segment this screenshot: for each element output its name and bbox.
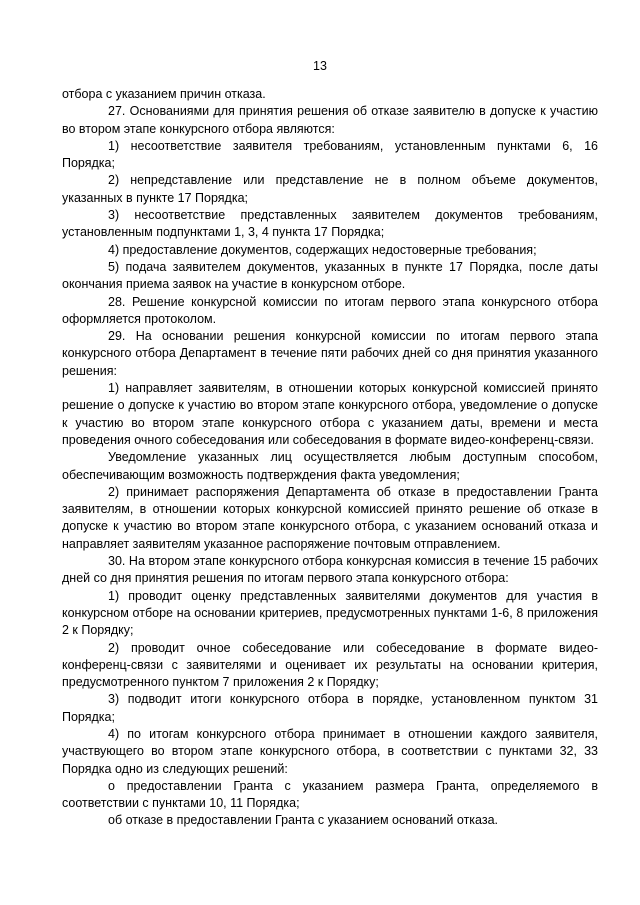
document-body	[62, 86, 598, 830]
paragraph: 1) направляет заявителям, в отношении которых конкурсной комиссией принято решение о допуске к участию во втором этапе конкурсного отбора, уведомление о допуске к участию во втором этапе конкурсного отбора с указанием даты, времени и места проведения очного собеседования или собеседования в формате видео-конференц-связи.	[62, 381, 598, 447]
paragraph: 29. На основании решения конкурсной комиссии по итогам первого этапа конкурсного отбора Департамент в течение пяти рабочих дней со дня принятия указанного решения:	[62, 329, 598, 378]
paragraph: Уведомление указанных лиц осуществляется любым доступным способом, обеспечивающим возможность подтверждения факта уведомления;	[62, 450, 598, 482]
page-number: 13	[313, 59, 327, 73]
paragraph: 3) подводит итоги конкурсного отбора в порядке, установленном пунктом 31 Порядка;	[62, 692, 598, 724]
paragraph: отбора с указанием причин отказа.	[62, 87, 266, 101]
paragraph: 3) несоответствие представленных заявителем документов требованиям, установленным подпунктами 1, 3, 4 пункта 17 Порядка;	[62, 208, 598, 240]
paragraph: 2) проводит очное собеседование или собеседование в формате видео-конференц-связи с заявителями и оценивает их результаты на основании критерия, предусмотренного пунктом 7 приложения 2 к Порядку;	[62, 640, 598, 690]
paragraph: об отказе в предоставлении Гранта с указанием оснований отказа.	[108, 813, 499, 828]
paragraph: 4) предоставление документов, содержащих недостоверные требования;	[108, 242, 537, 257]
paragraph: 2) непредставление или представление не в полном объеме документов, указанных в пункте 17 Порядка;	[62, 173, 598, 205]
paragraph: 4) по итогам конкурсного отбора принимает в отношении каждого заявителя, участвующего во втором этапе конкурсного отбора, в соответствии с пунктами 32, 33 Порядка одно из следующих решений:	[62, 726, 598, 776]
paragraph: 1) проводит оценку представленных заявителями документов для участия в конкурсном отборе на основании критериев, предусмотренных пунктами 1-6, 8 приложения 2 к Порядку;	[62, 588, 598, 638]
paragraph: о предоставлении Гранта с указанием размера Гранта, определяемого в соответствии с пунктами 10, 11 Порядка;	[62, 778, 598, 811]
paragraph: 28. Решение конкурсной комиссии по итогам первого этапа конкурсного отбора оформляется протоколом.	[62, 294, 598, 326]
paragraph: 2) принимает распоряжения Департамента об отказе в предоставлении Гранта заявителям, в отношении которых конкурсной комиссией принято решение об отказе в допуске к участию во втором этапе конкурсного отбора, с указанием оснований отказа и направляет заявителям указанное распоряжение почтовым отправлением.	[62, 484, 598, 551]
paragraph: 5) подача заявителем документов, указанных в пункте 17 Порядка, после даты окончания приема заявок на участие в конкурсном отборе.	[62, 259, 598, 292]
paragraph: 1) несоответствие заявителя требованиям, установленным пунктами 6, 16 Порядка;	[62, 138, 598, 171]
paragraph: 27. Основаниями для принятия решения об отказе заявителю в допуске к участию во втором этапе конкурсного отбора являются:	[62, 104, 598, 136]
paragraph: 30. На втором этапе конкурсного отбора конкурсная комиссия в течение 15 рабочих дней со дня принятия решения по итогам первого этапа конкурсного отбора:	[62, 554, 598, 586]
